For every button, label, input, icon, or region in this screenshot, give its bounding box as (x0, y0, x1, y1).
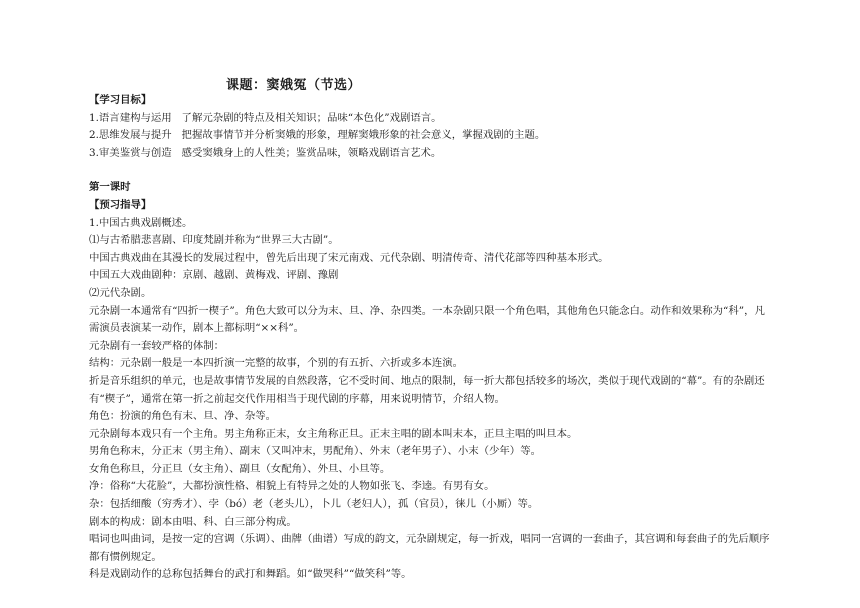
guide-line: ⑵元代杂剧。 (89, 286, 152, 299)
guide-line: 结构：元杂剧一般是一本四折演一完整的故事，个别的有五折、六折或多本连演。 (89, 357, 464, 370)
guide-heading: 【预习指导】 (89, 198, 152, 211)
guide-line: ⑴与古希腊悲喜剧、印度梵剧并称为“世界三大古剧”。 (89, 234, 339, 247)
guide-line: 元杂剧每本戏只有一个主角。男主角称正末，女主角称正旦。正末主唱的剧本叫末本，正旦主唱的叫旦本。 (89, 427, 578, 440)
guide-line: 折是音乐组织的单元，也是故事情节发展的自然段落，它不受时间、地点的限制，每一折大都包括较多的场次，类似于现代戏剧的“幕”。有的杂剧还有“楔子”，通常在第一折之前起交代作用相当于现代剧的序幕，用来说明情节，介绍人物。 (89, 374, 765, 405)
objective-item: 2.思维发展与提升 把握故事情节并分析窦娥的形象，理解窦娥形象的社会意义，掌握戏剧的主题。 (89, 129, 546, 142)
objectives-heading: 【学习目标】 (89, 94, 152, 106)
guide-line: 剧本的构成：剧本由唱、科、白三部分构成。 (89, 515, 297, 528)
guide-line: 中国五大戏曲剧种：京剧、越剧、黄梅戏、评剧、豫剧 (89, 269, 339, 282)
document-body (89, 92, 773, 584)
guide-line: 唱词也叫曲词，是按一定的宫调（乐调）、曲牌（曲谱）写成的韵文，元杂剧规定，每一折戏，唱同一宫调的一套曲子，其宫调和每套曲子的先后顺序都有惯例规定。 (89, 533, 770, 563)
spacer (89, 162, 773, 179)
guide-line: 角色：扮演的角色有末、旦、净、杂等。 (89, 410, 277, 423)
session-heading: 第一课时 (89, 181, 131, 194)
objective-item: 3.审美鉴赏与创造 感受窦娥身上的人性美；鉴赏品味，领略戏剧语言艺术。 (89, 146, 442, 159)
guide-line: 男角色称末，分正末（男主角）、副末（又叫冲末，男配角）、外末（老年男子）、小末（少年）等。 (89, 445, 541, 458)
guide-line: 中国古典戏曲在其漫长的发展过程中，曾先后出现了宋元南戏、元代杂剧、明清传奇、清代花部等四种基本形式。 (89, 251, 609, 264)
objective-item: 1.语言建构与运用 了解元杂剧的特点及相关知识；品味“本色化”戏剧语言。 (89, 111, 442, 124)
guide-line: 1.中国古典戏剧概述。 (89, 216, 193, 229)
lesson-title: 课题：窦娥冤（节选） (226, 78, 362, 93)
guide-line: 女角色称旦，分正旦（女主角）、副旦（女配角）、外旦、小旦等。 (89, 462, 391, 475)
guide-line: 元杂剧有一套较严格的体制： (89, 339, 225, 352)
guide-line: 杂：包括细酸（穷秀才）、孛（bó）老（老头儿），卜儿（老妇人），孤（官员），徕儿（小厮）等。 (89, 498, 539, 511)
guide-line: 净：俗称“大花脸”，大都扮演性格、相貌上有特异之处的人物如张飞、李逵。有男有女。 (89, 480, 495, 493)
guide-line: 元杂剧一本通常有“四折一楔子”。角色大致可以分为末、旦、净、杂四类。一本杂剧只限一个角色唱，其他角色只能念白。动作和效果称为“科”，凡需演员表演某一动作，剧本上都标明“××科”。 (89, 304, 765, 335)
guide-line: 科是戏剧动作的总称包括舞台的武打和舞蹈。如“做哭科”“做笑科”等。 (89, 568, 412, 581)
